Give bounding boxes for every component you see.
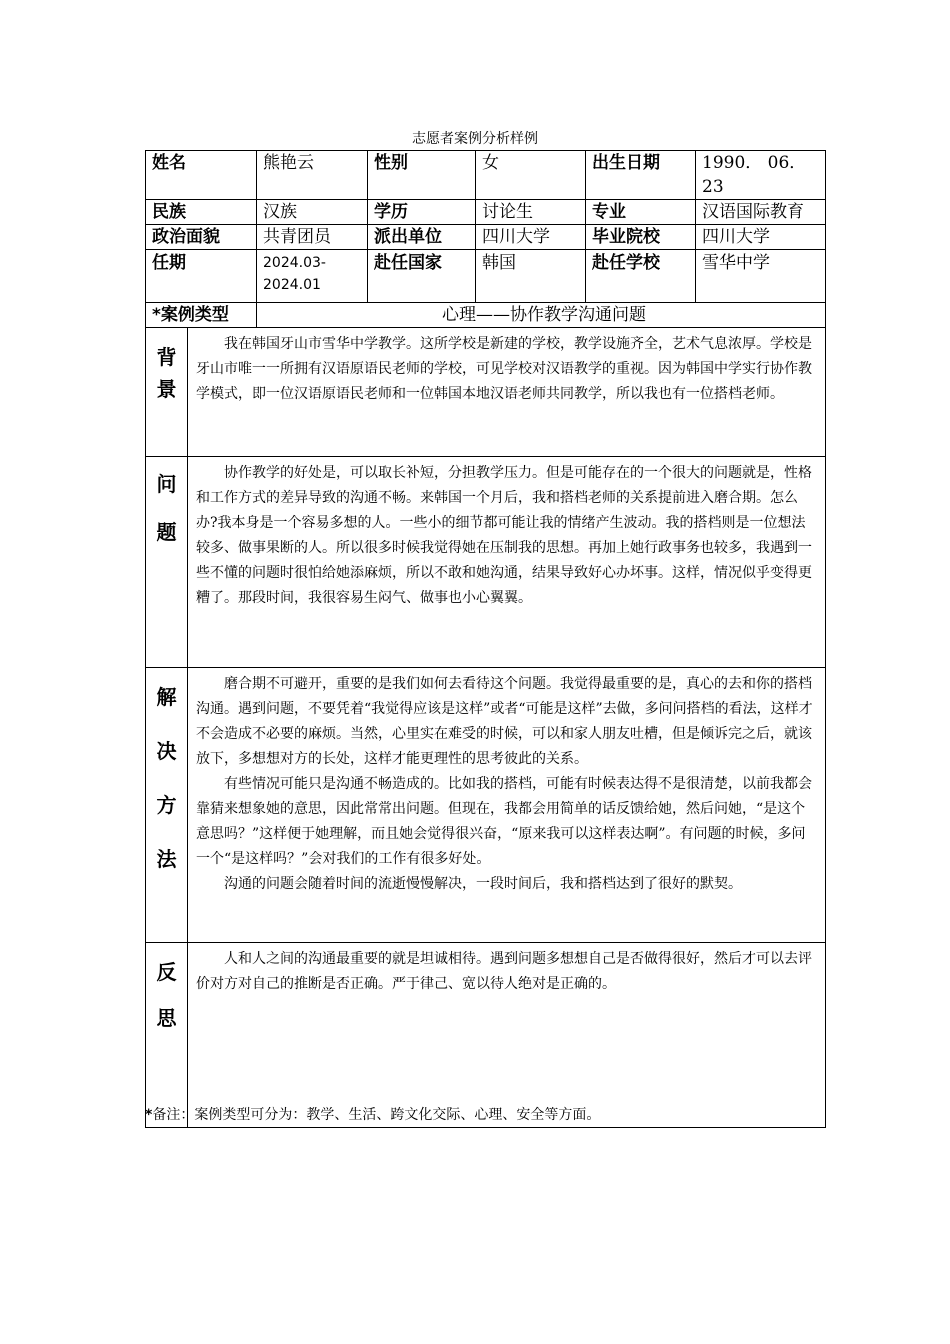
solution-char-4: 法 xyxy=(156,847,177,871)
footnote xyxy=(145,1104,600,1124)
school-label: 赴任学校 xyxy=(586,250,696,303)
info-row-2 xyxy=(146,200,826,225)
ethnicity-value: 汉族 xyxy=(257,200,368,225)
education-label: 学历 xyxy=(368,200,476,225)
problem-content xyxy=(188,457,826,668)
education-value: 讨论生 xyxy=(476,200,586,225)
solution-char-2: 决 xyxy=(156,739,177,763)
info-row-3 xyxy=(146,225,826,250)
footnote-mark: * xyxy=(145,1107,153,1123)
case-type-label: *案例类型 xyxy=(146,303,257,328)
name-value: 熊艳云 xyxy=(257,151,368,200)
graduate-label: 毕业院校 xyxy=(586,225,696,250)
graduate-value: 四川大学 xyxy=(696,225,826,250)
major-label: 专业 xyxy=(586,200,696,225)
case-type-value: 心理——协作教学沟通问题 xyxy=(257,303,826,328)
political-label: 政治面貌 xyxy=(146,225,257,250)
term-value xyxy=(257,250,368,303)
political-value: 共青团员 xyxy=(257,225,368,250)
info-row-4 xyxy=(146,250,826,303)
problem-char-1: 问 xyxy=(156,472,177,496)
term-start: 2024.03- xyxy=(263,255,326,271)
reflection-paragraph: 人和人之间的沟通最重要的就是坦诚相待。遇到问题多想想自己是否做得很好，然后才可以去评价对方对自己的推断是否正确。严于律己、宽以待人绝对是正确的。 xyxy=(196,951,812,992)
major-value: 汉语国际教育 xyxy=(696,200,826,225)
solution-paragraph-2: 有些情况可能只是沟通不畅造成的。比如我的搭档，可能有时候表达得不是很清楚，以前我都会靠猜来想象她的意思，因此常常出问题。但现在，我都会用简单的话反馈给她，然后问她，“是这个意思吗？”这样便于她理解，而且她会觉得很兴奋，“原来我可以这样表达啊”。有问题的时候，多问一个“是这样吗？”会对我们的工作有很多好处。 xyxy=(196,776,812,867)
info-row-1 xyxy=(146,151,826,200)
dispatch-value: 四川大学 xyxy=(476,225,586,250)
page-title: 志愿者案例分析样例 xyxy=(412,131,538,147)
background-side-label xyxy=(146,328,188,457)
name-label: 姓名 xyxy=(146,151,257,200)
gender-value: 女 xyxy=(476,151,586,200)
country-value: 韩国 xyxy=(476,250,586,303)
problem-section xyxy=(146,457,826,668)
footnote-text: 备注：案例类型可分为：教学、生活、跨文化交际、心理、安全等方面。 xyxy=(152,1107,601,1123)
solution-paragraph-3: 沟通的问题会随着时间的流逝慢慢解决，一段时间后，我和搭档达到了很好的默契。 xyxy=(224,876,742,892)
dispatch-label: 派出单位 xyxy=(368,225,476,250)
country-label: 赴任国家 xyxy=(368,250,476,303)
problem-side-label xyxy=(146,457,188,668)
background-content xyxy=(188,328,826,457)
reflection-section xyxy=(146,943,826,1128)
reflection-side-label xyxy=(146,943,188,1128)
term-end: 2024.01 xyxy=(263,277,321,293)
ethnicity-label: 民族 xyxy=(146,200,257,225)
problem-paragraph: 协作教学的好处是，可以取长补短，分担教学压力。但是可能存在的一个很大的问题就是，性格和工作方式的差异导致的沟通不畅。来韩国一个月后，我和搭档老师的关系提前进入磨合期。怎么办?我本身是一个容易多想的人。一些小的细节都可能让我的情绪产生波动。我的搭档则是一位想法较多、做事果断的人。所以很多时候我觉得她在压制我的思想。再加上她行政事务也较多，我遇到一些不懂的问题时很怕给她添麻烦，所以不敢和她沟通，结果导致好心办坏事。这样，情况似乎变得更糟了。那段时间，我很容易生闷气、做事也小心翼翼。 xyxy=(196,465,812,606)
solution-side-label xyxy=(146,668,188,943)
background-char-1: 背 xyxy=(156,345,177,369)
case-type-row xyxy=(146,303,826,328)
solution-char-3: 方 xyxy=(156,793,177,817)
term-label: 任期 xyxy=(146,250,257,303)
background-paragraph: 我在韩国牙山市雪华中学教学。这所学校是新建的学校，教学设施齐全，艺术气息浓厚。学校是牙山市唯一一所拥有汉语原语民老师的学校，可见学校对汉语教学的重视。因为韩国中学实行协作教学模式，即一位汉语原语民老师和一位韩国本地汉语老师共同教学，所以我也有一位搭档老师。 xyxy=(196,336,812,402)
solution-paragraph-1: 磨合期不可避开，重要的是我们如何去看待这个问题。我觉得最重要的是，真心的去和你的搭档沟通。遇到问题，不要凭着“我觉得应该是这样”或者“可能是这样”去做，多问问搭档的看法，这样才不会造成不必要的麻烦。当然，心里实在难受的时候，可以和家人朋友吐槽，但是倾诉完之后，就该放下，多想想对方的长处，这样才能更理性的思考彼此的关系。 xyxy=(196,676,813,767)
birth-value: 1990． 06． 23 xyxy=(696,151,826,200)
gender-label: 性别 xyxy=(368,151,476,200)
background-char-2: 景 xyxy=(156,377,177,401)
school-value: 雪华中学 xyxy=(696,250,826,303)
reflection-content xyxy=(188,943,826,1128)
solution-section xyxy=(146,668,826,943)
solution-content xyxy=(188,668,826,943)
background-section xyxy=(146,328,826,457)
reflection-char-1: 反 xyxy=(156,960,177,984)
solution-char-1: 解 xyxy=(156,685,177,709)
problem-char-2: 题 xyxy=(156,520,177,544)
reflection-char-2: 思 xyxy=(156,1006,177,1030)
birth-label: 出生日期 xyxy=(586,151,696,200)
case-form-table xyxy=(145,150,826,1128)
